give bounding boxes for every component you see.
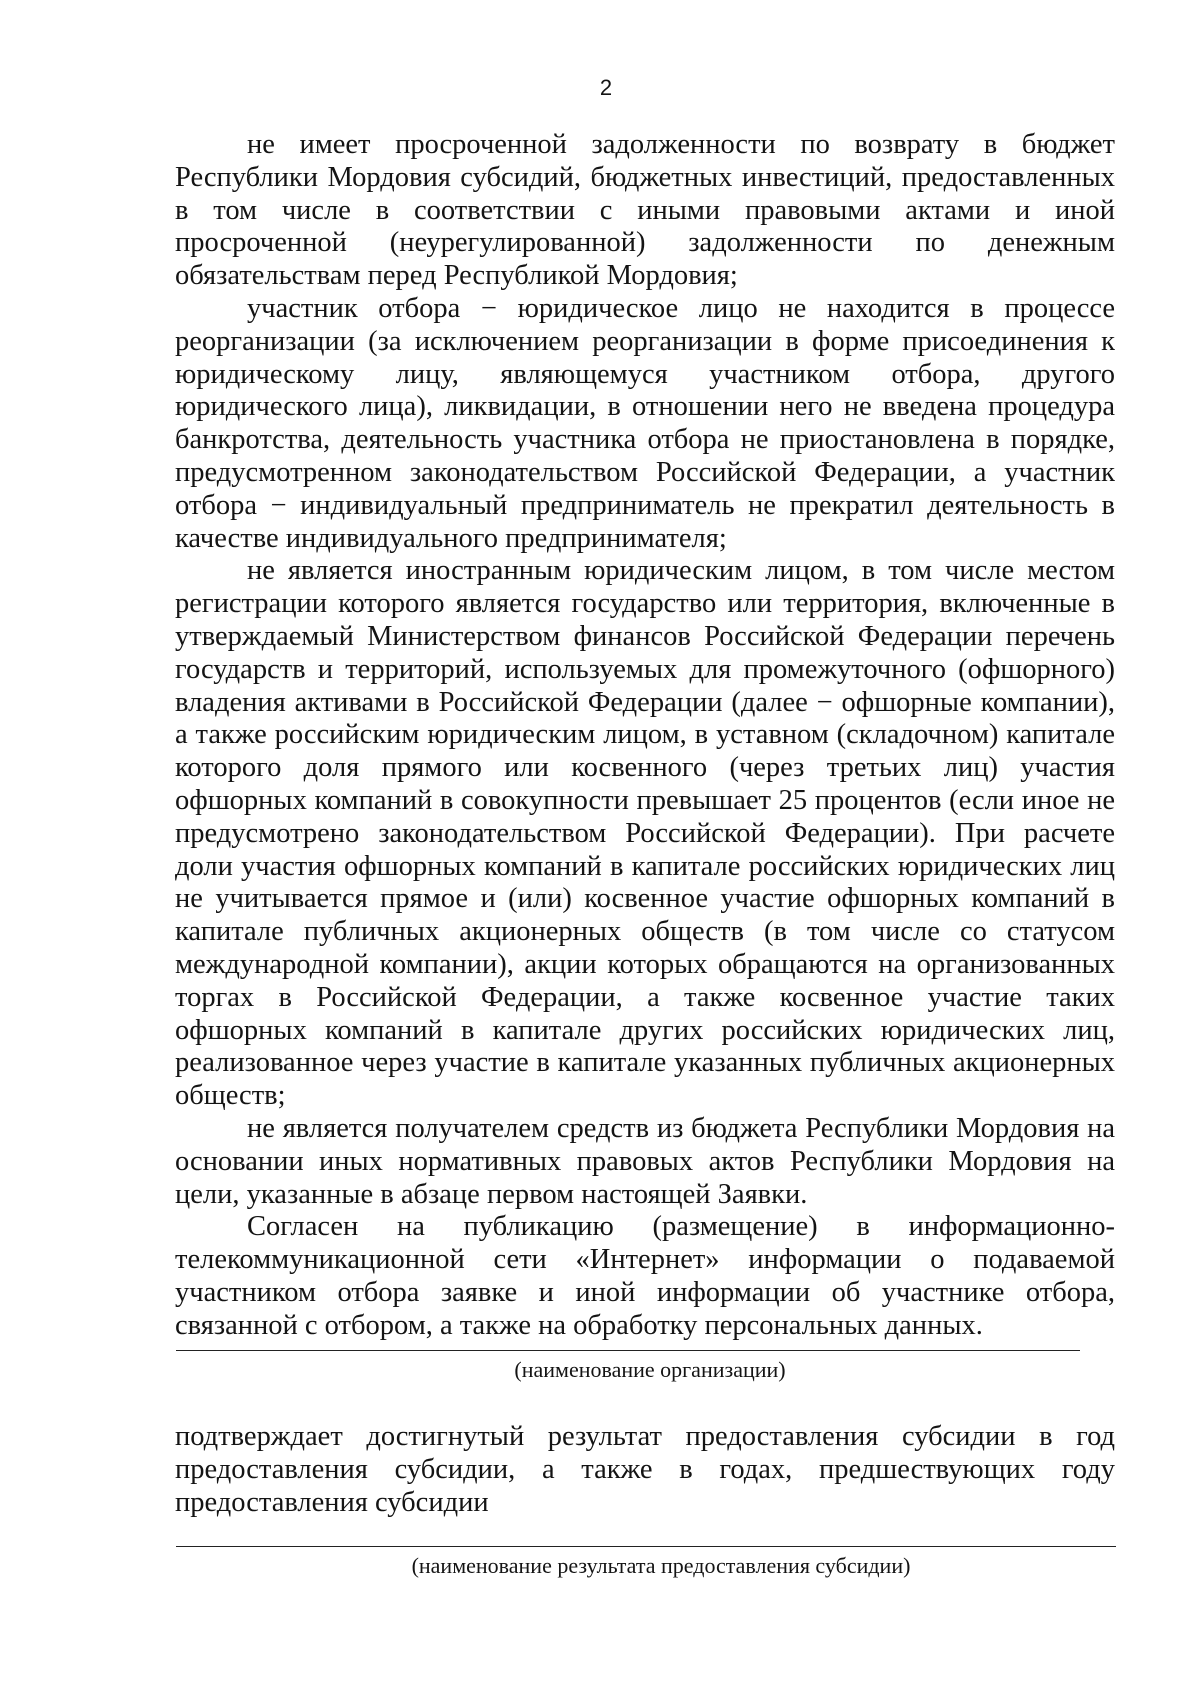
result-name-field xyxy=(176,1546,1116,1579)
organization-name-field xyxy=(176,1350,1080,1383)
paragraph-no-debt: не имеет просроченной задолженности по возврату в бюджет Республики Мордовия субсидий, бюджетных инвестиций, предоставленных в том числе в соответствии с иными правовыми актами и иной просроченной (неурегулированной) задолженности по денежным обязательствам перед Республикой Мордовия; xyxy=(175,129,1115,292)
paragraph-not-recipient: не является получателем средств из бюджета Республики Мордовия на основании иных нормативных правовых актов Республики Мордовия на цели, указанные в абзаце первом настоящей Заявки. xyxy=(175,1112,1115,1210)
paragraph-no-reorganization: участник отбора − юридическое лицо не находится в процессе реорганизации (за исключением реорганизации в форме присоединения к юридическому лицу, являющемуся участником отбора, другого юридического лица), ликвидации, в отношении него не введена процедура банкротства, деятельность участника отбора не приостановлена в порядке, предусмотренном законодательством Российской Федерации, а участник отбора − индивидуальный предприниматель не прекратил деятельность в качестве индивидуального предпринимателя; xyxy=(175,292,1115,554)
document-body xyxy=(175,129,1115,1342)
page-number: 2 xyxy=(599,75,613,100)
result-name-caption: (наименование результата предоставления субсидии) xyxy=(411,1553,911,1578)
result-name-line xyxy=(176,1546,1116,1547)
organization-name-caption: (наименование организации) xyxy=(514,1357,786,1382)
confirmation-paragraph: подтверждает достигнутый результат предоставления субсидии в год предоставления субсидии, а также в годах, предшествующих году предоставления субсидии xyxy=(175,1421,1115,1518)
paragraph-consent: Согласен на публикацию (размещение) в информационно-телекоммуникационной сети «Интернет» информации о подаваемой участником отбора заявке и иной информации об участнике отбора, связанной с отбором, а также на обработку персональных данных. xyxy=(175,1211,1115,1341)
paragraph-not-foreign-entity: не является иностранным юридическим лицом, в том числе местом регистрации которого является государство или территория, включенные в утверждаемый Министерством финансов Российской Федерации перечень государств и территорий, используемых для промежуточного (офшорного) владения активами в Российской Федерации (далее − офшорные компании), а также российским юридическим лицом, в уставном (складочном) капитале которого доля прямого или косвенного (через третьих лиц) участия офшорных компаний в совокупности превышает 25 процентов (если иное не предусмотрено законодательством Российской Федерации). При расчете доли участия офшорных компаний в капитале российских юридических лиц не учитывается прямое и (или) косвенное участие офшорных компаний в капитале публичных акционерных обществ (в том числе со статусом международной компании), акции которых обращаются на организованных торгах в Российской Федерации, а также косвенное участие таких офшорных компаний в капитале других российских юридических лиц, реализованное через участие в капитале указанных публичных акционерных обществ; xyxy=(175,555,1115,1112)
organization-name-line xyxy=(176,1350,1080,1351)
